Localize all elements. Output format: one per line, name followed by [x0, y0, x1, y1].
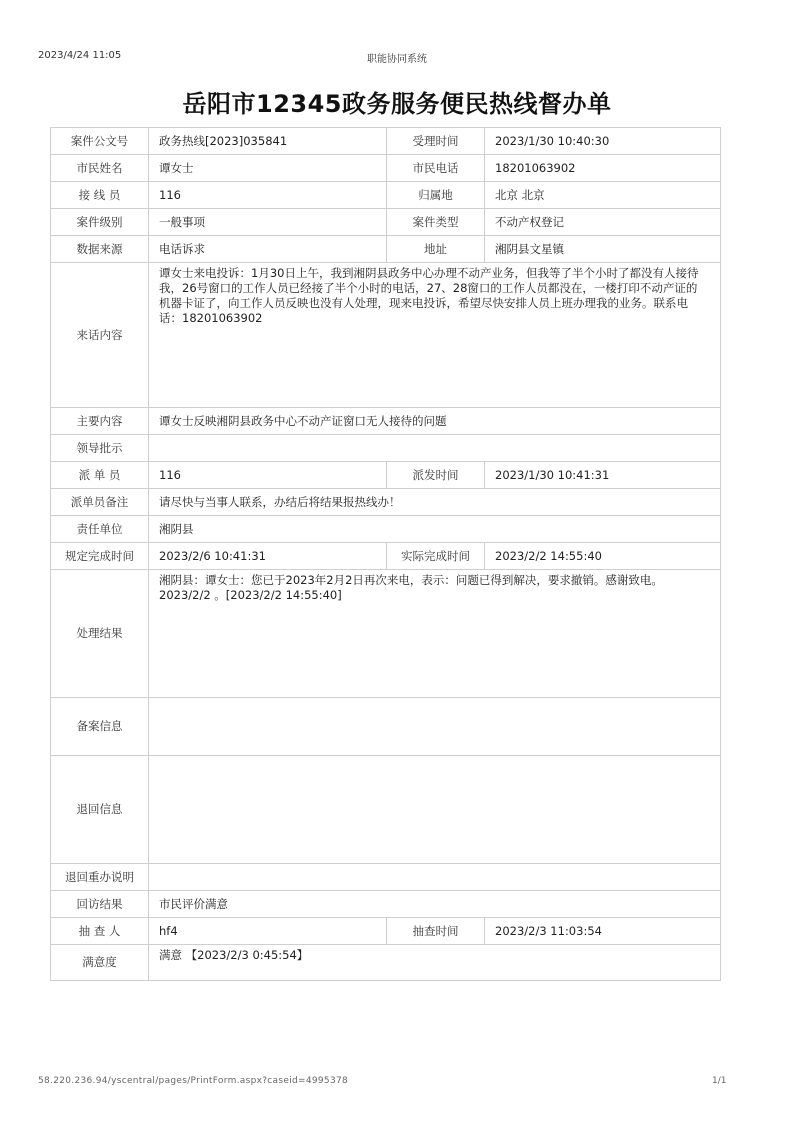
form-row-result [51, 570, 721, 698]
call-content-value: 谭女士来电投诉：1月30日上午，我到湘阴县政务中心办理不动产业务，但我等了半个小时了都没有人接待我，26号窗口的工作人员已经接了半个小时的电话，27、28窗口的工作人员都没在，一楼打印不动产证的机器卡证了，向工作人员反映也没有人处理，现来电投诉，希望尽快安排人员上班办理我的业务。联系电话：18201063902 [149, 263, 721, 408]
citizen-name-value: 谭女士 [149, 155, 387, 182]
citizen-phone-label: 市民电话 [387, 155, 485, 182]
footer-url: 58.220.236.94/yscentral/pages/PrintForm.aspx?caseid=4995378 [38, 1076, 349, 1086]
form-row-call-content [51, 263, 721, 408]
filing-label: 备案信息 [51, 698, 149, 756]
case-no-value: 政务热线[2023]035841 [149, 128, 387, 155]
actual-done-value: 2023/2/2 14:55:40 [485, 543, 721, 570]
leader-instr-label: 领导批示 [51, 435, 149, 462]
responsible-label: 责任单位 [51, 516, 149, 543]
deadline-label: 规定完成时间 [51, 543, 149, 570]
redo-note-value [149, 864, 721, 891]
region-label: 归属地 [387, 182, 485, 209]
satisfaction-label: 满意度 [51, 945, 149, 981]
actual-done-label: 实际完成时间 [387, 543, 485, 570]
revisit-label: 回访结果 [51, 891, 149, 918]
operator-value: 116 [149, 182, 387, 209]
address-label: 地址 [387, 236, 485, 263]
form-row-revisit [51, 891, 721, 918]
return-info-value [149, 756, 721, 864]
dispatch-time-label: 派发时间 [387, 462, 485, 489]
result-value: 湘阴县：谭女士：您已于2023年2月2日再次来电，表示：问题已得到解决，要求撤销。感谢致电。2023/2/2 。[2023/2/2 14:55:40] [149, 570, 721, 698]
form-row-filing [51, 698, 721, 756]
form-row-main-content [51, 408, 721, 435]
page-number: 1/1 [712, 1076, 727, 1086]
accept-time-value: 2023/1/30 10:40:30 [485, 128, 721, 155]
form-row-responsible [51, 516, 721, 543]
inspector-value: hf4 [149, 918, 387, 945]
case-no-label: 案件公文号 [51, 128, 149, 155]
form-row-dispatch-note [51, 489, 721, 516]
case-type-label: 案件类型 [387, 209, 485, 236]
dispatcher-label: 派 单 员 [51, 462, 149, 489]
page-title: 岳阳市12345政务服务便民热线督办单 [182, 90, 612, 118]
inspect-time-label: 抽查时间 [387, 918, 485, 945]
citizen-phone-value: 18201063902 [485, 155, 721, 182]
responsible-value: 湘阴县 [149, 516, 721, 543]
form-row-operator [51, 182, 721, 209]
case-form-table [50, 127, 721, 981]
region-value: 北京 北京 [485, 182, 721, 209]
form-row-case-no [51, 128, 721, 155]
inspector-label: 抽 查 人 [51, 918, 149, 945]
case-type-value: 不动产权登记 [485, 209, 721, 236]
form-row-deadline [51, 543, 721, 570]
dispatch-time-value: 2023/1/30 10:41:31 [485, 462, 721, 489]
operator-label: 接 线 员 [51, 182, 149, 209]
accept-time-label: 受理时间 [387, 128, 485, 155]
redo-note-label: 退回重办说明 [51, 864, 149, 891]
satisfaction-value: 满意 【2023/2/3 0:45:54】 [149, 945, 721, 981]
filing-value [149, 698, 721, 756]
form-row-redo-note [51, 864, 721, 891]
case-level-value: 一般事项 [149, 209, 387, 236]
citizen-name-label: 市民姓名 [51, 155, 149, 182]
return-info-label: 退回信息 [51, 756, 149, 864]
revisit-value: 市民评价满意 [149, 891, 721, 918]
dispatcher-value: 116 [149, 462, 387, 489]
form-row-dispatcher [51, 462, 721, 489]
main-content-label: 主要内容 [51, 408, 149, 435]
call-content-label: 来话内容 [51, 263, 149, 408]
case-level-label: 案件级别 [51, 209, 149, 236]
inspect-time-value: 2023/2/3 11:03:54 [485, 918, 721, 945]
dispatch-note-label: 派单员备注 [51, 489, 149, 516]
form-row-satisfaction [51, 945, 721, 981]
form-row-citizen [51, 155, 721, 182]
form-row-leader-instr [51, 435, 721, 462]
source-value: 电话诉求 [149, 236, 387, 263]
deadline-value: 2023/2/6 10:41:31 [149, 543, 387, 570]
result-label: 处理结果 [51, 570, 149, 698]
dispatch-note-value: 请尽快与当事人联系，办结后将结果报热线办！ [149, 489, 721, 516]
system-name: 职能协同系统 [367, 54, 427, 65]
main-content-value: 谭女士反映湘阴县政务中心不动产证窗口无人接待的问题 [149, 408, 721, 435]
form-row-inspector [51, 918, 721, 945]
form-row-case-level [51, 209, 721, 236]
source-label: 数据来源 [51, 236, 149, 263]
form-row-return-info [51, 756, 721, 864]
leader-instr-value [149, 435, 721, 462]
print-datetime: 2023/4/24 11:05 [38, 50, 122, 61]
form-row-source [51, 236, 721, 263]
address-value: 湘阴县文星镇 [485, 236, 721, 263]
